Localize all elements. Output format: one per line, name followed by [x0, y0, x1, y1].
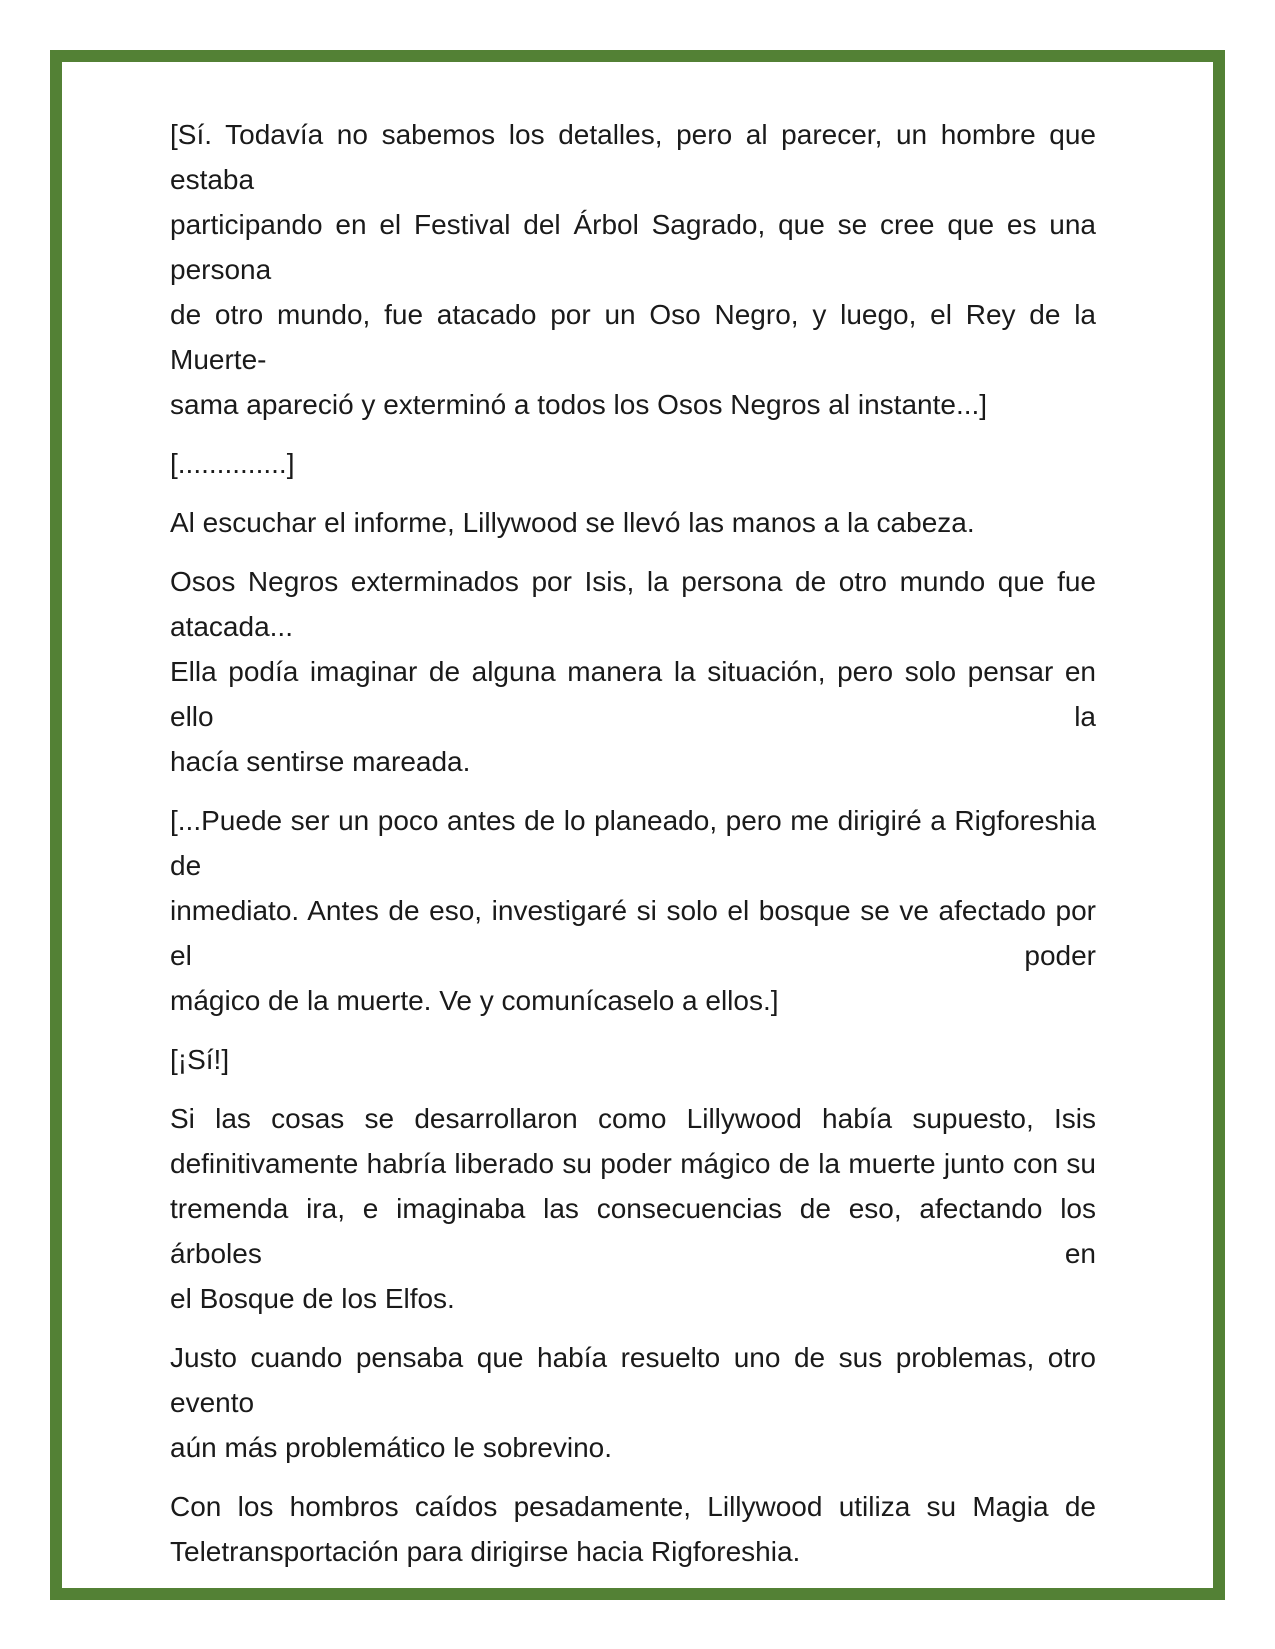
paragraph — [170, 500, 1096, 545]
text-line: participando en el Festival del Árbol Sagrado, que se cree que es una persona — [170, 209, 1096, 285]
paragraph — [170, 798, 1096, 1023]
text-line: de otro mundo, fue atacado por un Oso Negro, y luego, el Rey de la Muerte- — [170, 299, 1096, 375]
text-line: [...Puede ser un poco antes de lo planeado, pero me dirigiré a Rigforeshia de — [170, 805, 1096, 881]
paragraph — [170, 1096, 1096, 1321]
text-line: sama apareció y exterminó a todos los Osos Negros al instante...] — [170, 389, 988, 420]
text-line: Con los hombros caídos pesadamente, Lillywood utiliza su Magia de — [170, 1491, 1096, 1522]
document-content — [170, 112, 1096, 1588]
text-line: Justo cuando pensaba que había resuelto uno de sus problemas, otro evento — [170, 1342, 1096, 1418]
text-line: inmediato. Antes de eso, investigaré si solo el bosque se ve afectado por el poder — [170, 895, 1096, 971]
text-line: Al escuchar el informe, Lillywood se llevó las manos a la cabeza. — [170, 507, 975, 538]
text-line: Osos Negros exterminados por Isis, la persona de otro mundo que fue atacada... — [170, 566, 1096, 642]
text-line: Si las cosas se desarrollaron como Lillywood había supuesto, Isis — [170, 1103, 1096, 1134]
paragraph — [170, 559, 1096, 784]
text-line: hacía sentirse mareada. — [170, 746, 471, 777]
paragraph — [170, 1484, 1096, 1574]
text-line: Teletransportación para dirigirse hacia Rigforeshia. — [170, 1536, 801, 1567]
text-line: Ella podía imaginar de alguna manera la situación, pero solo pensar en ello la — [170, 656, 1096, 732]
text-line: [¡Sí!] — [170, 1044, 230, 1075]
text-line: tremenda ira, e imaginaba las consecuencias de eso, afectando los árboles en — [170, 1193, 1096, 1269]
paragraph — [170, 112, 1096, 427]
paragraph — [170, 1335, 1096, 1470]
text-line: definitivamente habría liberado su poder mágico de la muerte junto con su — [170, 1148, 1096, 1179]
text-line: el Bosque de los Elfos. — [170, 1283, 455, 1314]
text-line: mágico de la muerte. Ve y comunícaselo a ellos.] — [170, 985, 779, 1016]
paragraph — [170, 1037, 1096, 1082]
text-line: aún más problemático le sobrevino. — [170, 1432, 613, 1463]
text-line: [Sí. Todavía no sabemos los detalles, pero al parecer, un hombre que estaba — [170, 119, 1096, 195]
paragraph — [170, 441, 1096, 486]
text-line: [..............] — [170, 448, 295, 479]
